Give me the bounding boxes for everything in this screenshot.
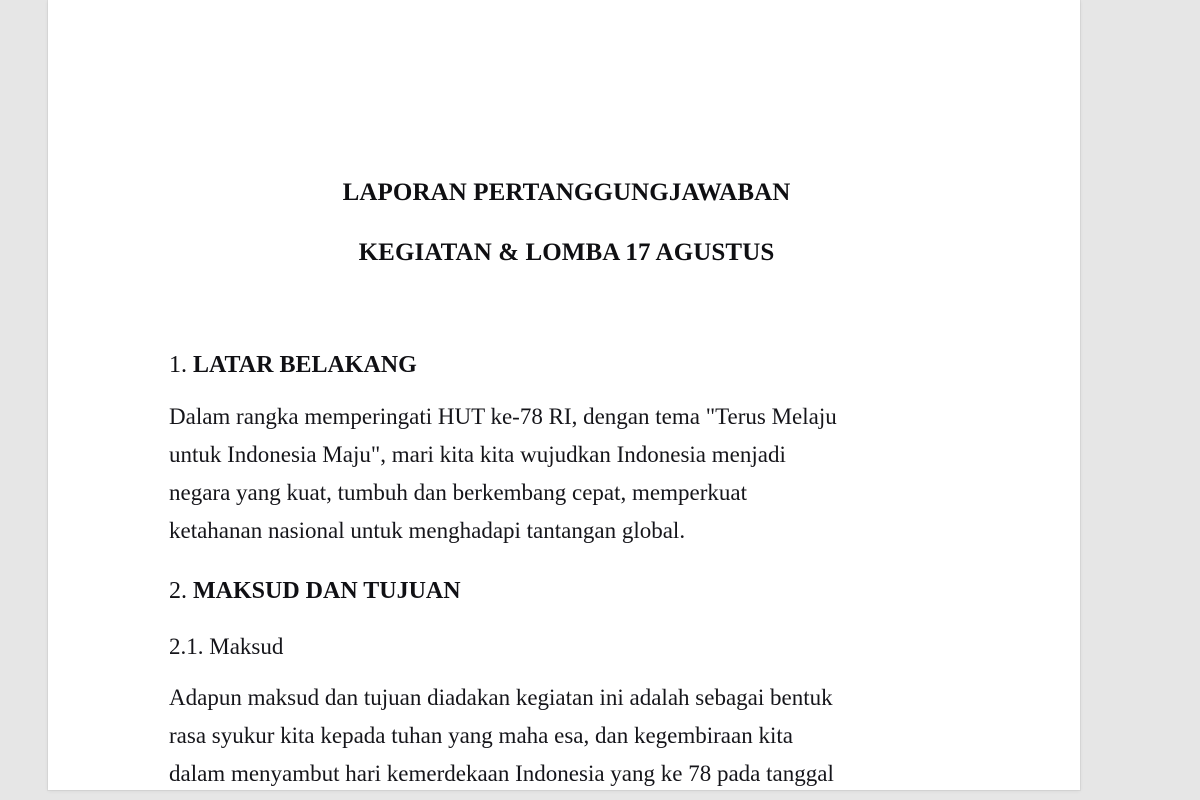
section-number-1: 1. <box>169 352 187 378</box>
paragraph-line: dalam menyambut hari kemerdekaan Indonesia yang ke 78 pada tanggal <box>169 760 834 786</box>
document-title-line-2: KEGIATAN & LOMBA 17 AGUSTUS <box>358 239 775 266</box>
section-number-2: 2. <box>169 577 187 604</box>
paragraph-line: Dalam rangka memperingati HUT ke-78 RI, dengan tema "Terus Melaju <box>169 403 837 429</box>
document-title-line-1: LAPORAN PERTANGGUNGJAWABAN <box>342 179 791 206</box>
paragraph-line: Adapun maksud dan tujuan diadakan kegiatan ini adalah sebagai bentuk <box>169 684 833 710</box>
paragraph-line: negara yang kuat, tumbuh dan berkembang cepat, memperkuat <box>169 479 747 505</box>
paragraph-maksud <box>169 679 964 790</box>
document-text-column <box>169 0 964 790</box>
section-title-1: LATAR BELAKANG <box>193 352 417 378</box>
paragraph-latar-belakang <box>169 398 964 550</box>
paragraph-line: untuk Indonesia Maju", mari kita kita wujudkan Indonesia menjadi <box>169 441 786 467</box>
section-heading-1 <box>169 352 964 380</box>
section-heading-2 <box>169 578 964 606</box>
document-page <box>48 0 1080 790</box>
subsection-heading-2-1: 2.1. Maksud <box>169 634 284 660</box>
paragraph-line: ketahanan nasional untuk menghadapi tantangan global. <box>169 517 686 543</box>
paragraph-line: rasa syukur kita kepada tuhan yang maha esa, dan kegembiraan kita <box>169 722 793 748</box>
section-title-2: MAKSUD DAN TUJUAN <box>193 577 461 604</box>
